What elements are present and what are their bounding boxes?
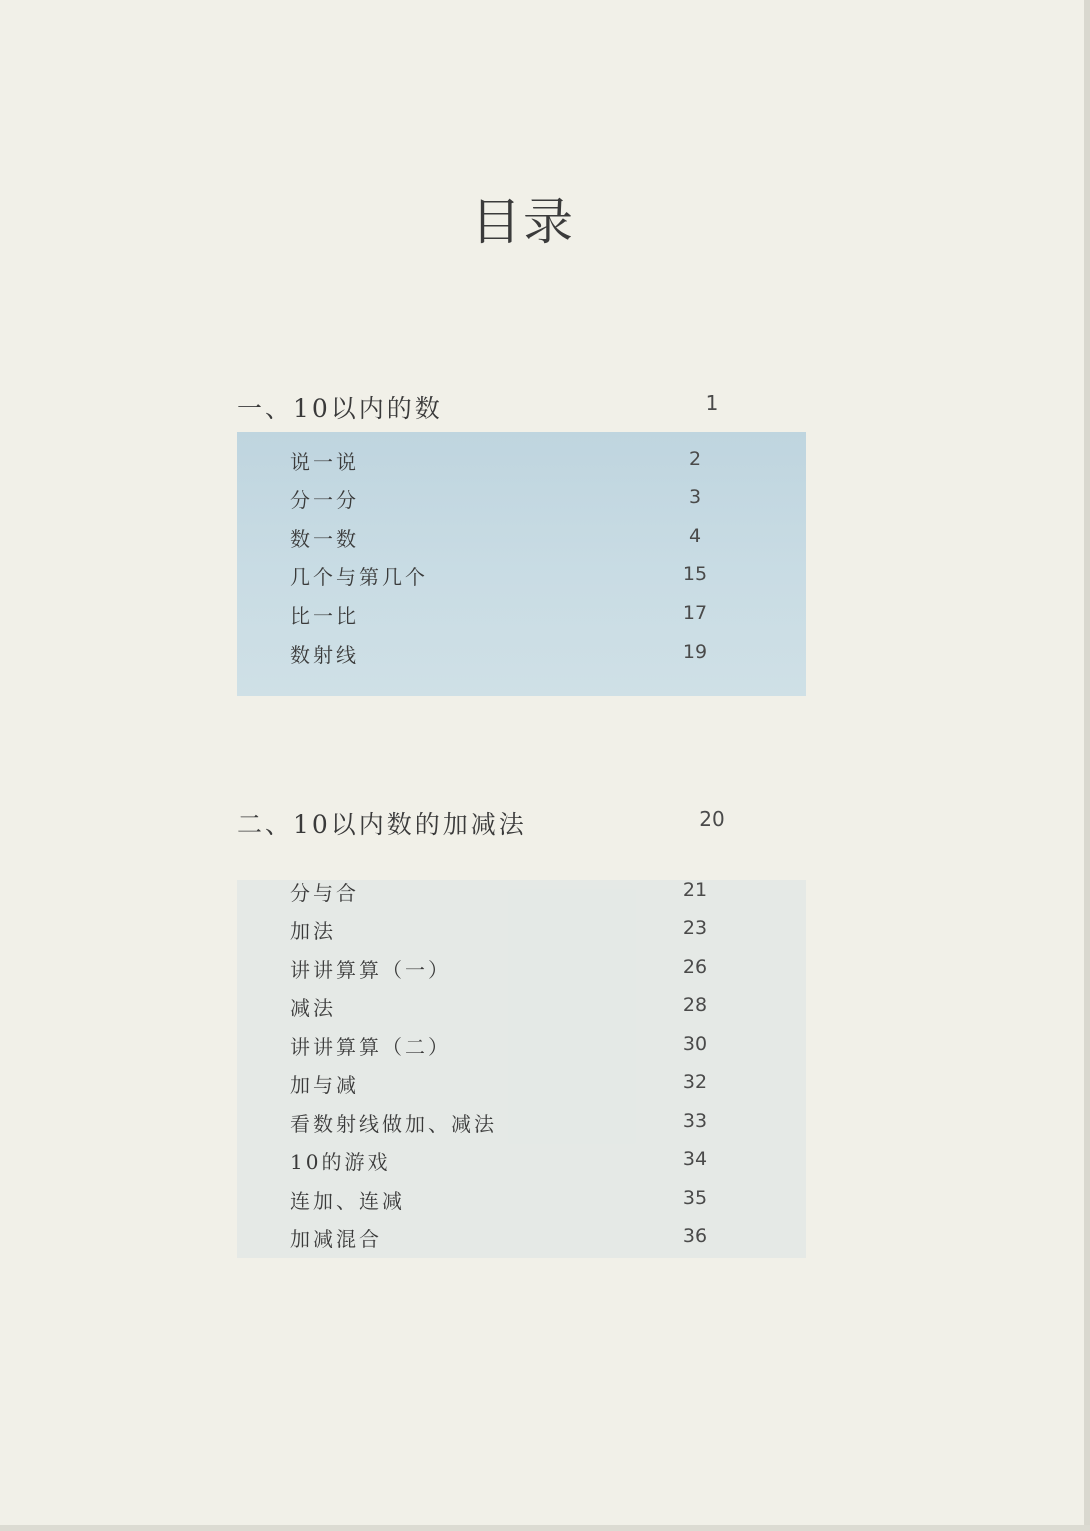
toc-entry[interactable]: [290, 954, 730, 984]
entry-page-number: 34: [682, 1148, 708, 1170]
toc-entry[interactable]: [290, 1108, 730, 1138]
entry-label: 减法: [290, 996, 336, 1020]
entry-label: 分一分: [290, 488, 359, 512]
entry-page-number: 30: [682, 1033, 708, 1055]
entry-page-number: 21: [682, 879, 708, 901]
toc-entry[interactable]: [290, 1031, 730, 1061]
chapter-page-number: 1: [705, 391, 719, 415]
chapter-page-number: 20: [699, 807, 725, 831]
entry-label: 10的游戏: [290, 1150, 391, 1174]
entry-page-number: 28: [682, 994, 708, 1016]
entry-label: 几个与第几个: [290, 565, 428, 589]
toc-entry[interactable]: [290, 484, 730, 514]
chapter-2-heading[interactable]: [237, 805, 757, 841]
entry-label: 连加、连减: [290, 1189, 405, 1213]
entry-label: 分与合: [290, 881, 359, 905]
entry-page-number: 32: [682, 1071, 708, 1093]
chapter-1-heading[interactable]: [237, 389, 757, 425]
toc-entry[interactable]: [290, 992, 730, 1022]
entry-label: 加与减: [290, 1073, 359, 1097]
entry-page-number: 23: [682, 917, 708, 939]
toc-entry[interactable]: [290, 1069, 730, 1099]
entry-page-number: 2: [688, 448, 702, 470]
entry-label: 说一说: [290, 450, 359, 474]
entry-page-number: 26: [682, 956, 708, 978]
entry-label: 加法: [290, 919, 336, 943]
toc-entry[interactable]: [290, 600, 730, 630]
toc-entry[interactable]: [290, 915, 730, 945]
entry-page-number: 15: [682, 563, 708, 585]
entry-page-number: 17: [682, 602, 708, 624]
entry-label: 加减混合: [290, 1227, 382, 1251]
entry-label: 比一比: [290, 604, 359, 628]
entry-page-number: 35: [682, 1187, 708, 1209]
entry-page-number: 3: [688, 486, 702, 508]
entry-page-number: 19: [682, 641, 708, 663]
toc-entry[interactable]: [290, 639, 730, 669]
toc-entry[interactable]: [290, 1146, 730, 1176]
entry-label: 数射线: [290, 643, 359, 667]
toc-entry[interactable]: [290, 877, 730, 907]
entry-page-number: 36: [682, 1225, 708, 1247]
entry-page-number: 4: [688, 525, 702, 547]
page-edge: [1084, 0, 1090, 1531]
toc-entry[interactable]: [290, 561, 730, 591]
toc-entry[interactable]: [290, 523, 730, 553]
page-title: 目录: [471, 193, 575, 251]
toc-entry[interactable]: [290, 1185, 730, 1215]
entry-label: 讲讲算算（二）: [290, 1035, 451, 1059]
page-edge: [0, 1525, 1090, 1531]
toc-entry[interactable]: [290, 1223, 730, 1253]
chapter-label: 一、10以内的数: [237, 394, 443, 423]
entry-label: 数一数: [290, 527, 359, 551]
toc-entry[interactable]: [290, 446, 730, 476]
entry-page-number: 33: [682, 1110, 708, 1132]
chapter-label: 二、10以内数的加减法: [237, 810, 527, 839]
entry-label: 看数射线做加、减法: [290, 1112, 497, 1136]
entry-label: 讲讲算算（一）: [290, 958, 451, 982]
